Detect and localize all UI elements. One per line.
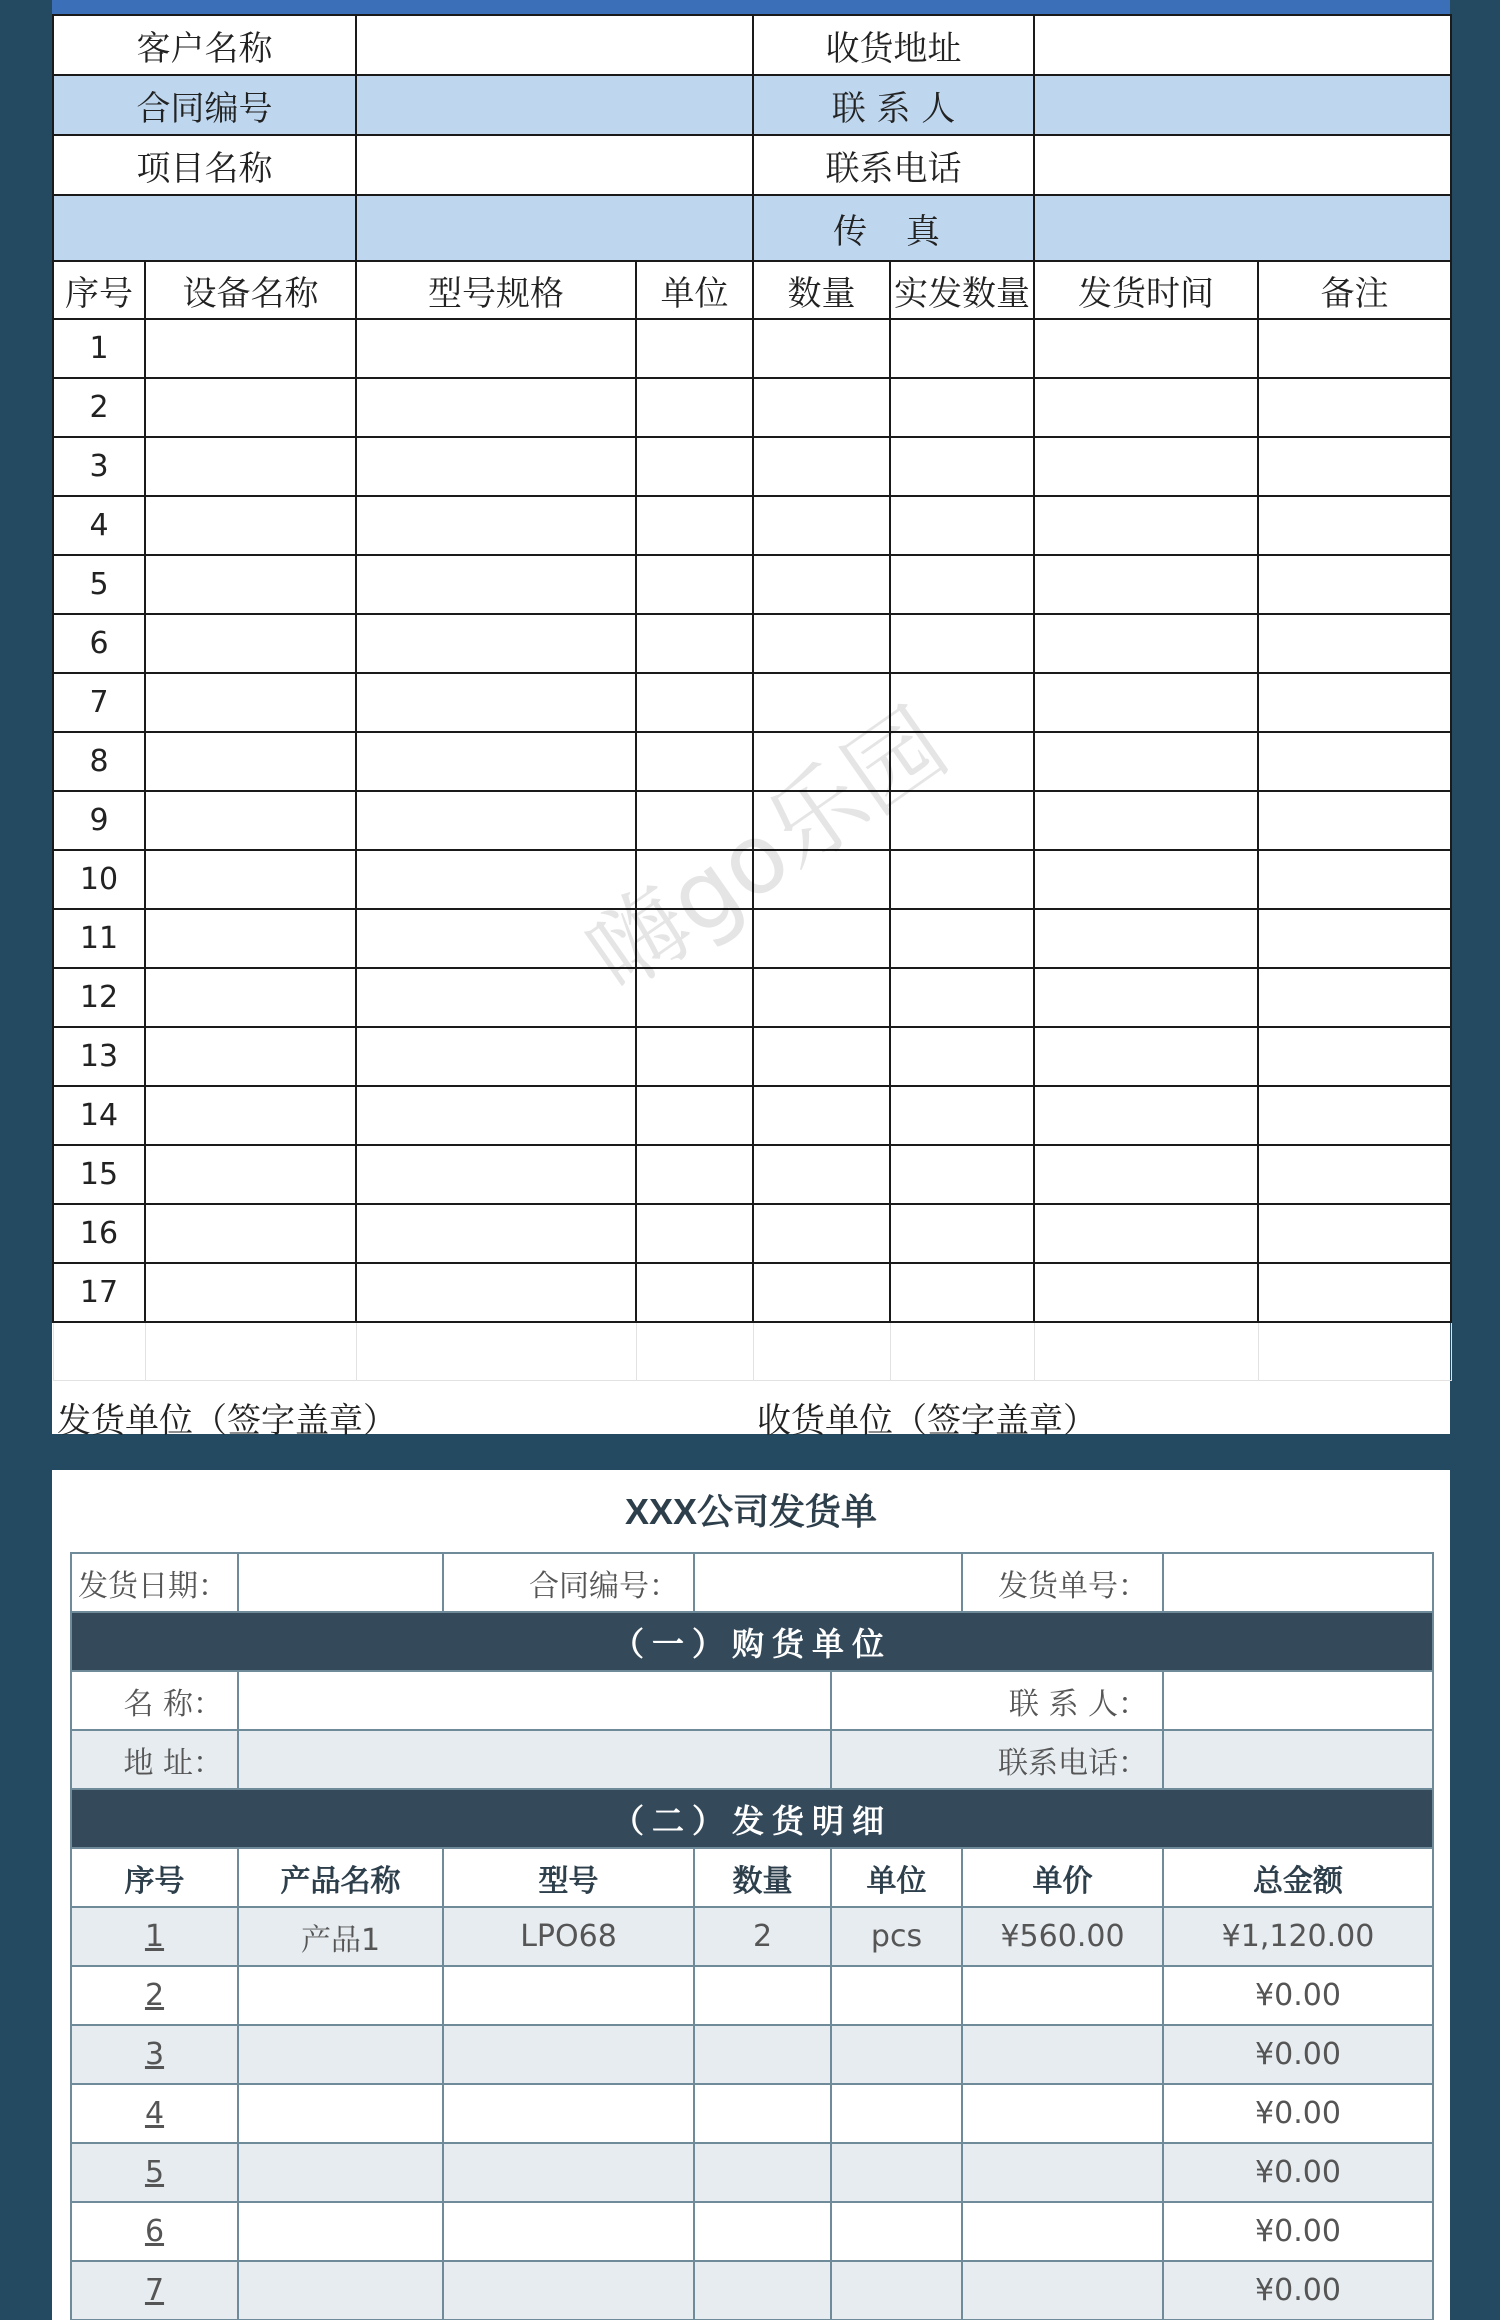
detail-row xyxy=(71,2261,1433,2320)
contract-no-field[interactable] xyxy=(356,75,753,135)
detail-unit-cell[interactable] xyxy=(831,2084,962,2143)
detail-column-header-row xyxy=(71,1848,1433,1907)
table-cell[interactable] xyxy=(1258,1027,1451,1086)
detail-unit-cell[interactable] xyxy=(831,2202,962,2261)
table-cell[interactable] xyxy=(890,909,1034,968)
detail-total-cell[interactable]: ¥1,120.00 xyxy=(1163,1907,1433,1966)
table-cell[interactable] xyxy=(356,614,636,673)
detail-unit-cell[interactable] xyxy=(831,2025,962,2084)
table-cell[interactable] xyxy=(145,968,356,1027)
table-cell[interactable] xyxy=(356,1263,636,1322)
column-header: 数量 xyxy=(753,261,890,319)
fax-label: 传 真 xyxy=(753,195,1034,261)
table-cell[interactable] xyxy=(1034,673,1258,732)
table-cell[interactable] xyxy=(145,496,356,555)
table-cell[interactable] xyxy=(753,1263,890,1322)
detail-total-cell[interactable]: ¥0.00 xyxy=(1163,1966,1433,2025)
table-cell[interactable] xyxy=(890,1204,1034,1263)
signature-row xyxy=(53,1380,1451,1442)
blank-field-cell[interactable] xyxy=(356,195,753,261)
detail-model-cell[interactable] xyxy=(443,1966,694,2025)
table-cell[interactable] xyxy=(753,1145,890,1204)
table-cell[interactable] xyxy=(1258,437,1451,496)
table-cell[interactable] xyxy=(890,850,1034,909)
detail-qty-cell[interactable] xyxy=(694,2261,831,2320)
detail-name-cell[interactable] xyxy=(238,2084,443,2143)
table-cell[interactable] xyxy=(145,673,356,732)
ship-no-field[interactable] xyxy=(1163,1553,1433,1612)
ship-no-label: 发货单号： xyxy=(962,1553,1163,1612)
row-number: 5 xyxy=(53,555,145,614)
row-number: 13 xyxy=(53,1027,145,1086)
detail-name-cell[interactable] xyxy=(238,2261,443,2320)
table-cell[interactable] xyxy=(636,378,753,437)
table-cell[interactable] xyxy=(1258,673,1451,732)
table-cell[interactable] xyxy=(753,791,890,850)
table-cell[interactable] xyxy=(636,496,753,555)
column-header: 单位 xyxy=(636,261,753,319)
detail-unit-cell[interactable] xyxy=(831,2143,962,2202)
table-cell[interactable] xyxy=(636,850,753,909)
table-cell[interactable] xyxy=(356,791,636,850)
column-header-row xyxy=(53,261,1451,319)
table-cell[interactable] xyxy=(1034,614,1258,673)
detail-name-cell[interactable] xyxy=(238,2025,443,2084)
table-cell[interactable] xyxy=(636,555,753,614)
column-header: 发货时间 xyxy=(1034,261,1258,319)
detail-row xyxy=(71,2025,1433,2084)
detail-seq-cell: 2 xyxy=(71,1966,238,2025)
address-label: 收货地址 xyxy=(753,15,1034,75)
table-row xyxy=(53,673,1451,732)
table-cell[interactable] xyxy=(636,673,753,732)
row-number: 3 xyxy=(53,437,145,496)
row-number: 8 xyxy=(53,732,145,791)
table-row xyxy=(53,1027,1451,1086)
column-header: 型号规格 xyxy=(356,261,636,319)
table-cell[interactable] xyxy=(1258,968,1451,1027)
detail-model-cell[interactable]: LPO68 xyxy=(443,1907,694,1966)
table-cell[interactable] xyxy=(356,732,636,791)
phone-field[interactable] xyxy=(1034,135,1451,195)
table-row xyxy=(53,968,1451,1027)
table-cell[interactable] xyxy=(1258,850,1451,909)
detail-column-header: 型号 xyxy=(443,1848,694,1907)
table-cell[interactable] xyxy=(356,673,636,732)
detail-total-cell[interactable]: ¥0.00 xyxy=(1163,2084,1433,2143)
table-cell[interactable] xyxy=(636,614,753,673)
delivery-table xyxy=(52,14,1452,1442)
detail-price-cell[interactable]: ¥560.00 xyxy=(962,1907,1163,1966)
table-cell[interactable] xyxy=(356,555,636,614)
detail-price-cell[interactable] xyxy=(962,1966,1163,2025)
contract-no-label: 合同编号 xyxy=(53,75,356,135)
table-cell[interactable] xyxy=(753,555,890,614)
address-field[interactable] xyxy=(1034,15,1451,75)
detail-price-cell[interactable] xyxy=(962,2143,1163,2202)
table-cell[interactable] xyxy=(890,614,1034,673)
detail-column-header: 单位 xyxy=(831,1848,962,1907)
table-cell[interactable] xyxy=(753,968,890,1027)
section-buyer-header: （一）购货单位 xyxy=(71,1612,1433,1671)
table-cell[interactable] xyxy=(890,1086,1034,1145)
table-cell[interactable] xyxy=(145,1263,356,1322)
row-number: 12 xyxy=(53,968,145,1027)
detail-seq-cell: 3 xyxy=(71,2025,238,2084)
table-row xyxy=(53,1086,1451,1145)
table-cell[interactable] xyxy=(1034,1145,1258,1204)
table-cell[interactable] xyxy=(636,791,753,850)
detail-row xyxy=(71,2202,1433,2261)
contact-field[interactable] xyxy=(1034,75,1451,135)
table-cell[interactable] xyxy=(1034,319,1258,378)
table-cell[interactable] xyxy=(145,1086,356,1145)
table-cell[interactable] xyxy=(1258,319,1451,378)
buyer-contact-label: 联 系 人： xyxy=(831,1671,1163,1730)
detail-row xyxy=(71,1907,1433,1966)
detail-price-cell[interactable] xyxy=(962,2202,1163,2261)
delivery-sheet-1 xyxy=(52,0,1450,1441)
contact-label: 联 系 人 xyxy=(753,75,1034,135)
detail-qty-cell[interactable]: 2 xyxy=(694,1907,831,1966)
detail-total-cell[interactable]: ¥0.00 xyxy=(1163,2143,1433,2202)
table-cell[interactable] xyxy=(356,1204,636,1263)
table-cell[interactable] xyxy=(356,850,636,909)
table-cell[interactable] xyxy=(753,850,890,909)
table-cell[interactable] xyxy=(1034,1086,1258,1145)
table-cell[interactable] xyxy=(636,1027,753,1086)
detail-seq-cell: 7 xyxy=(71,2261,238,2320)
table-cell[interactable] xyxy=(636,968,753,1027)
detail-name-cell[interactable] xyxy=(238,1966,443,2025)
table-cell[interactable] xyxy=(1258,1086,1451,1145)
table-cell[interactable] xyxy=(1034,850,1258,909)
table-cell[interactable] xyxy=(145,1027,356,1086)
table-cell[interactable] xyxy=(356,1145,636,1204)
table-cell[interactable] xyxy=(753,378,890,437)
ship-date-field[interactable] xyxy=(238,1553,443,1612)
table-cell[interactable] xyxy=(890,555,1034,614)
table-cell[interactable] xyxy=(1258,732,1451,791)
table-cell[interactable] xyxy=(1034,1263,1258,1322)
row-number: 4 xyxy=(53,496,145,555)
table-cell[interactable] xyxy=(356,968,636,1027)
table-cell[interactable] xyxy=(753,614,890,673)
detail-name-cell[interactable]: 产品1 xyxy=(238,1907,443,1966)
table-cell[interactable] xyxy=(1258,496,1451,555)
detail-name-cell[interactable] xyxy=(238,2202,443,2261)
table-cell[interactable] xyxy=(356,378,636,437)
table-cell[interactable] xyxy=(1034,909,1258,968)
table-cell[interactable] xyxy=(753,1086,890,1145)
detail-seq-cell: 1 xyxy=(71,1907,238,1966)
table-cell[interactable] xyxy=(753,732,890,791)
row-number: 14 xyxy=(53,1086,145,1145)
table-cell[interactable] xyxy=(890,1145,1034,1204)
table-cell[interactable] xyxy=(356,1027,636,1086)
buyer-name-field[interactable] xyxy=(238,1671,831,1730)
table-cell[interactable] xyxy=(145,1145,356,1204)
table-cell[interactable] xyxy=(890,968,1034,1027)
table-row xyxy=(53,909,1451,968)
detail-model-cell[interactable] xyxy=(443,2202,694,2261)
table-row xyxy=(53,437,1451,496)
table-row xyxy=(53,791,1451,850)
table-cell[interactable] xyxy=(145,850,356,909)
table-cell[interactable] xyxy=(1034,732,1258,791)
table-cell[interactable] xyxy=(145,1204,356,1263)
customer-name-field[interactable] xyxy=(356,15,753,75)
table-cell[interactable] xyxy=(1034,791,1258,850)
table-cell[interactable] xyxy=(890,1027,1034,1086)
detail-qty-cell[interactable] xyxy=(694,1966,831,2025)
table-cell[interactable] xyxy=(145,378,356,437)
receiver-signature-label: 收货单位（签字盖章） xyxy=(757,1401,1097,1441)
buyer-contact-field[interactable] xyxy=(1163,1671,1433,1730)
detail-column-header: 序号 xyxy=(71,1848,238,1907)
blank-row xyxy=(53,1322,1451,1380)
detail-model-cell[interactable] xyxy=(443,2261,694,2320)
contract-no-field-2[interactable] xyxy=(694,1553,962,1612)
table-cell[interactable] xyxy=(145,437,356,496)
row-number: 10 xyxy=(53,850,145,909)
table-cell[interactable] xyxy=(1258,555,1451,614)
row-number: 2 xyxy=(53,378,145,437)
table-cell[interactable] xyxy=(1258,378,1451,437)
table-cell[interactable] xyxy=(890,437,1034,496)
table-cell[interactable] xyxy=(1258,909,1451,968)
table-cell[interactable] xyxy=(1034,1204,1258,1263)
detail-column-header: 总金额 xyxy=(1163,1848,1433,1907)
table-cell[interactable] xyxy=(1258,791,1451,850)
detail-unit-cell[interactable] xyxy=(831,2261,962,2320)
detail-seq-cell: 6 xyxy=(71,2202,238,2261)
table-cell[interactable] xyxy=(636,437,753,496)
table-cell[interactable] xyxy=(890,1263,1034,1322)
detail-row xyxy=(71,1966,1433,2025)
row-number: 11 xyxy=(53,909,145,968)
table-cell[interactable] xyxy=(753,437,890,496)
table-cell[interactable] xyxy=(890,732,1034,791)
table-cell[interactable] xyxy=(1034,378,1258,437)
detail-price-cell[interactable] xyxy=(962,2084,1163,2143)
table-cell[interactable] xyxy=(356,496,636,555)
table-cell[interactable] xyxy=(890,496,1034,555)
table-cell[interactable] xyxy=(753,1027,890,1086)
watermark: 嗨go乐园 xyxy=(568,687,967,1014)
detail-unit-cell[interactable] xyxy=(831,1966,962,2025)
table-cell[interactable] xyxy=(1034,968,1258,1027)
detail-column-header: 单价 xyxy=(962,1848,1163,1907)
detail-column-header: 产品名称 xyxy=(238,1848,443,1907)
table-cell[interactable] xyxy=(356,909,636,968)
table-cell[interactable] xyxy=(145,555,356,614)
detail-qty-cell[interactable] xyxy=(694,2202,831,2261)
table-cell[interactable] xyxy=(890,319,1034,378)
detail-price-cell[interactable] xyxy=(962,2025,1163,2084)
row-number: 7 xyxy=(53,673,145,732)
table-row xyxy=(53,614,1451,673)
detail-seq-cell: 5 xyxy=(71,2143,238,2202)
table-row xyxy=(53,496,1451,555)
detail-qty-cell[interactable] xyxy=(694,2025,831,2084)
buyer-phone-label: 联系电话： xyxy=(831,1730,1163,1789)
table-cell[interactable] xyxy=(636,1204,753,1263)
table-cell[interactable] xyxy=(1034,1027,1258,1086)
column-header: 序号 xyxy=(53,261,145,319)
detail-unit-cell[interactable]: pcs xyxy=(831,1907,962,1966)
table-cell[interactable] xyxy=(1258,614,1451,673)
table-cell[interactable] xyxy=(356,1086,636,1145)
table-row xyxy=(53,732,1451,791)
table-row xyxy=(53,1145,1451,1204)
table-row xyxy=(53,1263,1451,1322)
project-name-label: 项目名称 xyxy=(53,135,356,195)
contract-no-label-2: 合同编号： xyxy=(443,1553,694,1612)
buyer-address-label: 地 址： xyxy=(71,1730,238,1789)
detail-row xyxy=(71,2084,1433,2143)
detail-total-cell[interactable]: ¥0.00 xyxy=(1163,2261,1433,2320)
table-cell[interactable] xyxy=(145,614,356,673)
column-header: 实发数量 xyxy=(890,261,1034,319)
table-row xyxy=(53,378,1451,437)
table-cell[interactable] xyxy=(890,673,1034,732)
buyer-name-label: 名 称： xyxy=(71,1671,238,1730)
table-cell[interactable] xyxy=(753,1204,890,1263)
detail-model-cell[interactable] xyxy=(443,2143,694,2202)
column-header: 备注 xyxy=(1258,261,1451,319)
table-row xyxy=(53,555,1451,614)
detail-model-cell[interactable] xyxy=(443,2084,694,2143)
detail-model-cell[interactable] xyxy=(443,2025,694,2084)
detail-price-cell[interactable] xyxy=(962,2261,1163,2320)
detail-total-cell[interactable]: ¥0.00 xyxy=(1163,2025,1433,2084)
delivery-form-table xyxy=(70,1552,1434,2320)
table-cell[interactable] xyxy=(145,909,356,968)
table-cell[interactable] xyxy=(753,319,890,378)
table-cell[interactable] xyxy=(145,732,356,791)
sheet-top-bar xyxy=(52,0,1450,14)
row-number: 17 xyxy=(53,1263,145,1322)
column-header: 设备名称 xyxy=(145,261,356,319)
table-cell[interactable] xyxy=(1258,1263,1451,1322)
shipper-signature-label: 发货单位（签字盖章） xyxy=(57,1401,397,1441)
table-cell[interactable] xyxy=(356,437,636,496)
table-cell[interactable] xyxy=(753,909,890,968)
table-row xyxy=(53,319,1451,378)
table-cell[interactable] xyxy=(1034,555,1258,614)
table-cell[interactable] xyxy=(636,1086,753,1145)
buyer-address-field[interactable] xyxy=(238,1730,831,1789)
detail-column-header: 数量 xyxy=(694,1848,831,1907)
table-cell[interactable] xyxy=(890,791,1034,850)
phone-label: 联系电话 xyxy=(753,135,1034,195)
project-name-field[interactable] xyxy=(356,135,753,195)
row-number: 6 xyxy=(53,614,145,673)
table-cell[interactable] xyxy=(753,496,890,555)
blank-label-cell xyxy=(53,195,356,261)
row-number: 9 xyxy=(53,791,145,850)
table-row xyxy=(53,850,1451,909)
table-cell[interactable] xyxy=(356,319,636,378)
table-cell[interactable] xyxy=(636,319,753,378)
section-details-header: （二）发货明细 xyxy=(71,1789,1433,1848)
fax-field[interactable] xyxy=(1034,195,1451,261)
detail-name-cell[interactable] xyxy=(238,2143,443,2202)
row-number: 15 xyxy=(53,1145,145,1204)
table-cell[interactable] xyxy=(1258,1204,1451,1263)
form-title: XXX公司发货单 xyxy=(624,1491,878,1532)
row-number: 1 xyxy=(53,319,145,378)
table-cell[interactable] xyxy=(1258,1145,1451,1204)
customer-name-label: 客户名称 xyxy=(53,15,356,75)
detail-total-cell[interactable]: ¥0.00 xyxy=(1163,2202,1433,2261)
table-cell[interactable] xyxy=(1034,437,1258,496)
detail-seq-cell: 4 xyxy=(71,2084,238,2143)
table-cell[interactable] xyxy=(1034,496,1258,555)
delivery-form-2 xyxy=(52,1470,1450,2320)
detail-qty-cell[interactable] xyxy=(694,2143,831,2202)
table-cell[interactable] xyxy=(753,673,890,732)
table-row xyxy=(53,1204,1451,1263)
row-number: 16 xyxy=(53,1204,145,1263)
table-cell[interactable] xyxy=(636,1263,753,1322)
table-cell[interactable] xyxy=(636,909,753,968)
ship-date-label: 发货日期： xyxy=(71,1553,238,1612)
table-cell[interactable] xyxy=(145,791,356,850)
table-cell[interactable] xyxy=(145,319,356,378)
table-cell[interactable] xyxy=(636,732,753,791)
table-cell[interactable] xyxy=(890,378,1034,437)
table-cell[interactable] xyxy=(636,1145,753,1204)
detail-row xyxy=(71,2143,1433,2202)
detail-qty-cell[interactable] xyxy=(694,2084,831,2143)
buyer-phone-field[interactable] xyxy=(1163,1730,1433,1789)
